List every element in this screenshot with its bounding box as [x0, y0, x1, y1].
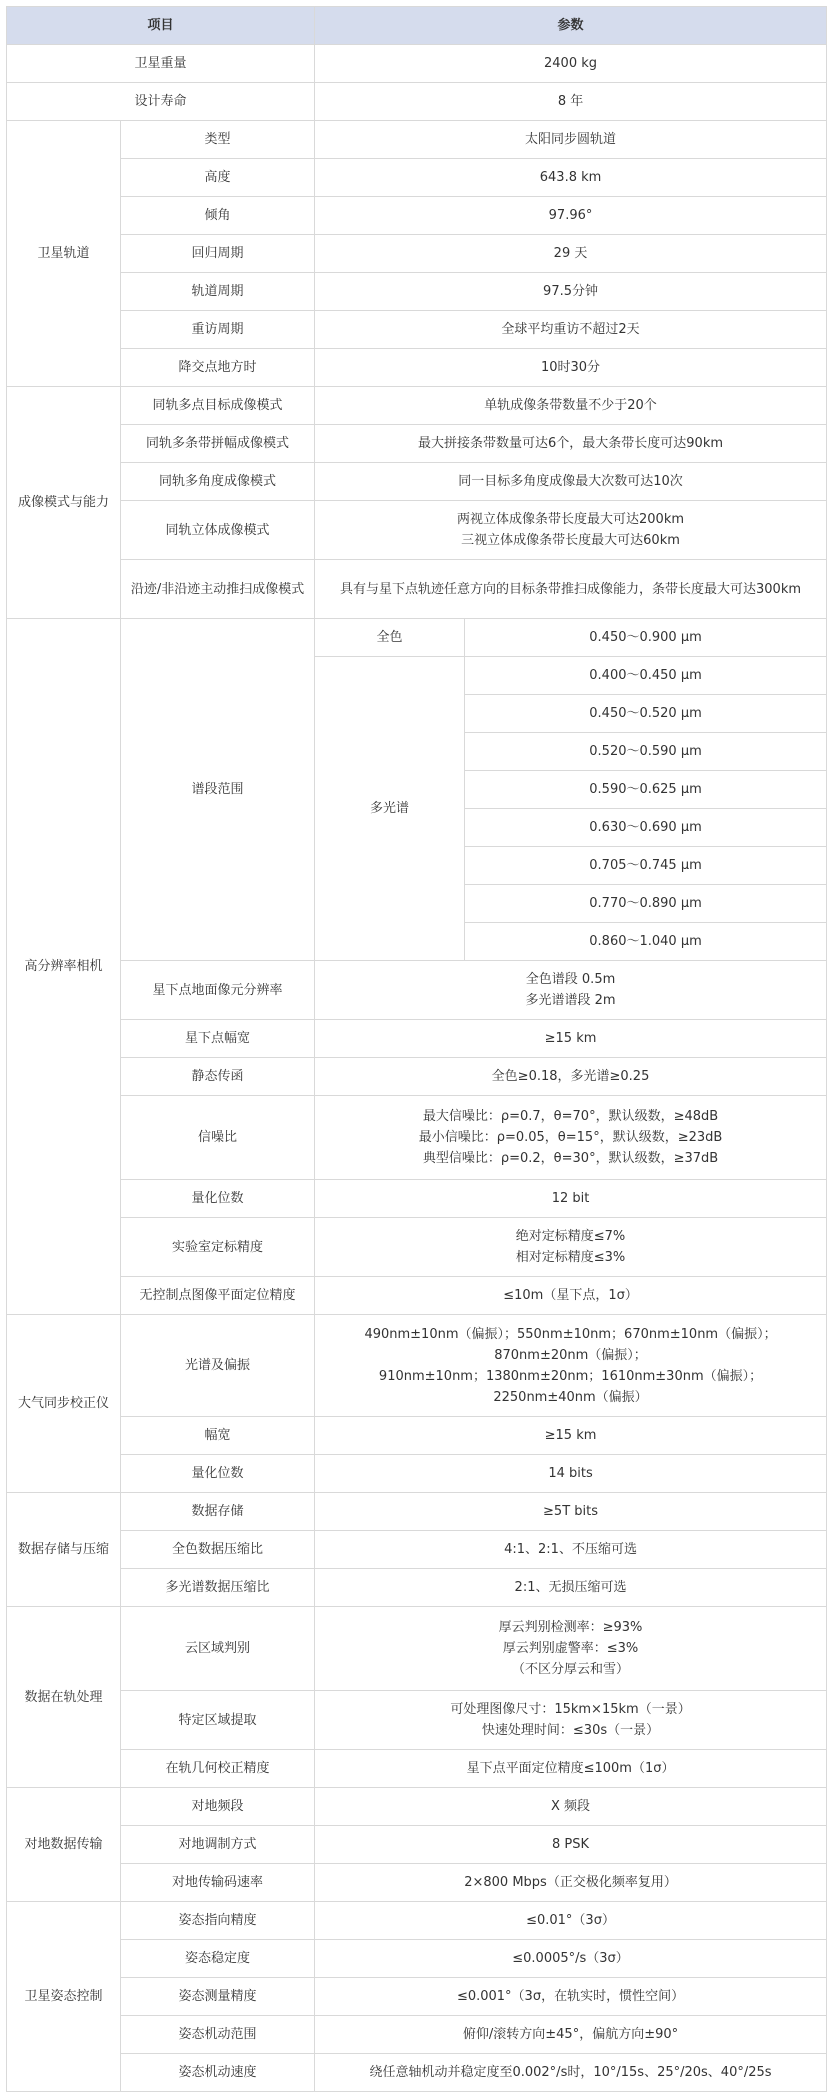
- table-row: [7, 1978, 827, 2016]
- table-row: [7, 1096, 827, 1180]
- row-label: 重访周期: [121, 311, 315, 349]
- group-label-onboard: 数据在轨处理: [7, 1607, 121, 1788]
- row-value: 俯仰/滚转方向±45°，偏航方向±90°: [315, 2016, 827, 2054]
- row-label: 全色数据压缩比: [121, 1531, 315, 1569]
- table-row: [7, 1493, 827, 1531]
- row-label: 卫星重量: [7, 45, 315, 83]
- row-value: 全球平均重访不超过2天: [315, 311, 827, 349]
- value-line: 910nm±10nm；1380nm±20nm；1610nm±30nm（偏振）；: [378, 1368, 763, 1384]
- row-label: 静态传函: [121, 1058, 315, 1096]
- row-value: 8 PSK: [315, 1826, 827, 1864]
- table-row: [7, 1417, 827, 1455]
- row-value: X 频段: [315, 1788, 827, 1826]
- band-value: 0.630～0.690 μm: [465, 809, 827, 847]
- table-row: [7, 1788, 827, 1826]
- row-value: 10时30分: [315, 349, 827, 387]
- table-row: [7, 1569, 827, 1607]
- row-label: 同轨多条带拼幅成像模式: [121, 425, 315, 463]
- row-value: 4:1、2:1、不压缩可选: [315, 1531, 827, 1569]
- row-value: 97.96°: [315, 197, 827, 235]
- value-line: 典型信噪比：ρ=0.2，θ=30°，默认级数，≥37dB: [422, 1151, 719, 1166]
- group-label-attitude: 卫星姿态控制: [7, 1902, 121, 2092]
- value-line: 最大信噪比：ρ=0.7，θ=70°，默认级数，≥48dB: [422, 1109, 719, 1124]
- table-row: [7, 1864, 827, 1902]
- row-label: 光谱及偏振: [121, 1315, 315, 1417]
- row-label: 星下点幅宽: [121, 1020, 315, 1058]
- row-label: 姿态指向精度: [121, 1902, 315, 1940]
- band-value: 0.400～0.450 μm: [465, 657, 827, 695]
- table-row: [7, 387, 827, 425]
- row-value: 星下点平面定位精度≤100m（1σ）: [315, 1750, 827, 1788]
- table-row: [7, 1826, 827, 1864]
- header-item: 项目: [7, 7, 315, 45]
- row-label: 类型: [121, 121, 315, 159]
- table-row: [7, 2054, 827, 2092]
- band-value: 0.860～1.040 μm: [465, 923, 827, 961]
- row-label: 在轨几何校正精度: [121, 1750, 315, 1788]
- table-row: [7, 2016, 827, 2054]
- row-value: 同一目标多角度成像最大次数可达10次: [315, 463, 827, 501]
- row-value: 最大拼接条带数量可达6个，最大条带长度可达90km: [315, 425, 827, 463]
- row-label: 幅宽: [121, 1417, 315, 1455]
- value-line: 最小信噪比：ρ=0.05，θ=15°，默认级数，≥23dB: [418, 1130, 723, 1145]
- row-label: 高度: [121, 159, 315, 197]
- band-value: 0.590～0.625 μm: [465, 771, 827, 809]
- table-row: [7, 463, 827, 501]
- row-value: ≤0.0005°/s（3σ）: [315, 1940, 827, 1978]
- value-line: 快速处理时间：≤30s（一景）: [481, 1723, 660, 1738]
- value-line: 870nm±20nm（偏振）；: [494, 1347, 647, 1363]
- table-row: [7, 1902, 827, 1940]
- value-line: （不区分厚云和雪）: [512, 1662, 630, 1677]
- row-value: 643.8 km: [315, 159, 827, 197]
- row-value: 2:1、无损压缩可选: [315, 1569, 827, 1607]
- row-label: 信噪比: [121, 1096, 315, 1180]
- row-label: 姿态机动范围: [121, 2016, 315, 2054]
- row-value: 单轨成像条带数量不少于20个: [315, 387, 827, 425]
- table-row: [7, 83, 827, 121]
- group-label-downlink: 对地数据传输: [7, 1788, 121, 1902]
- row-label: 姿态测量精度: [121, 1978, 315, 2016]
- row-value: 29 天: [315, 235, 827, 273]
- row-label: 回归周期: [121, 235, 315, 273]
- band-value: 0.450～0.520 μm: [465, 695, 827, 733]
- row-value: 97.5分钟: [315, 273, 827, 311]
- table-row: [7, 1691, 827, 1750]
- value-line: 全色谱段 0.5m: [525, 972, 616, 987]
- table-row: [7, 501, 827, 560]
- row-value: [315, 1096, 827, 1180]
- row-value: [315, 1315, 827, 1417]
- row-label: 云区域判别: [121, 1607, 315, 1691]
- value-line: 绝对定标精度≤7%: [515, 1229, 626, 1244]
- row-label: 降交点地方时: [121, 349, 315, 387]
- value-line: 可处理图像尺寸：15km×15km（一景）: [450, 1702, 691, 1717]
- table-row: [7, 1277, 827, 1315]
- table-row: [7, 197, 827, 235]
- value-line: 两视立体成像条带长度最大可达200km: [457, 512, 685, 527]
- band-value: 0.705～0.745 μm: [465, 847, 827, 885]
- row-label: 同轨多角度成像模式: [121, 463, 315, 501]
- row-label: 数据存储: [121, 1493, 315, 1531]
- row-value: [315, 961, 827, 1020]
- table-row: [7, 159, 827, 197]
- table-row: [7, 45, 827, 83]
- row-label: 对地调制方式: [121, 1826, 315, 1864]
- table-row: [7, 1940, 827, 1978]
- group-label-imaging: 成像模式与能力: [7, 387, 121, 619]
- row-label: 对地频段: [121, 1788, 315, 1826]
- row-label: 多光谱数据压缩比: [121, 1569, 315, 1607]
- row-label: 无控制点图像平面定位精度: [121, 1277, 315, 1315]
- value-line: 厚云判别虚警率：≤3%: [502, 1641, 639, 1656]
- band-value: 0.450～0.900 μm: [465, 619, 827, 657]
- row-label: 沿迹/非沿迹主动推扫成像模式: [121, 560, 315, 619]
- table-row: [7, 1750, 827, 1788]
- row-value: 全色≥0.18，多光谱≥0.25: [315, 1058, 827, 1096]
- row-value: [315, 1218, 827, 1277]
- row-label: 特定区域提取: [121, 1691, 315, 1750]
- header-param: 参数: [315, 7, 827, 45]
- group-label-orbit: 卫星轨道: [7, 121, 121, 387]
- row-label: 对地传输码速率: [121, 1864, 315, 1902]
- band-label-pan: 全色: [315, 619, 465, 657]
- table-row: [7, 1020, 827, 1058]
- row-value: 绕任意轴机动并稳定度至0.002°/s时，10°/15s、25°/20s、40°/25s: [315, 2054, 827, 2092]
- band-label-ms: 多光谱: [315, 657, 465, 961]
- group-label-camera: 高分辨率相机: [7, 619, 121, 1315]
- table-row: [7, 235, 827, 273]
- row-value: ≥15 km: [315, 1417, 827, 1455]
- row-value: ≥5T bits: [315, 1493, 827, 1531]
- table-row: [7, 1058, 827, 1096]
- row-value: [315, 1607, 827, 1691]
- row-label: 姿态稳定度: [121, 1940, 315, 1978]
- row-value: 具有与星下点轨迹任意方向的目标条带推扫成像能力，条带长度最大可达300km: [315, 560, 827, 619]
- row-label: 设计寿命: [7, 83, 315, 121]
- band-value: 0.520～0.590 μm: [465, 733, 827, 771]
- row-label: 谱段范围: [121, 619, 315, 961]
- table-header-row: [7, 7, 827, 45]
- row-value: 2×800 Mbps（正交极化频率复用）: [315, 1864, 827, 1902]
- row-value: 14 bits: [315, 1455, 827, 1493]
- value-line: 2250nm±40nm（偏振）: [493, 1389, 648, 1405]
- value-line: 相对定标精度≤3%: [515, 1250, 626, 1265]
- table-row: [7, 1607, 827, 1691]
- row-label: 同轨多点目标成像模式: [121, 387, 315, 425]
- value-line: 490nm±10nm（偏振）；550nm±10nm；670nm±10nm（偏振）；: [364, 1326, 777, 1342]
- satellite-spec-table: [6, 6, 827, 2092]
- table-row: [7, 1218, 827, 1277]
- row-label: 倾角: [121, 197, 315, 235]
- row-value: 太阳同步圆轨道: [315, 121, 827, 159]
- value-line: 厚云判别检测率：≥93%: [498, 1620, 643, 1635]
- row-value: 2400 kg: [315, 45, 827, 83]
- table-row: [7, 311, 827, 349]
- value-line: 三视立体成像条带长度最大可达60km: [461, 533, 680, 548]
- table-row: [7, 1315, 827, 1417]
- band-value: 0.770～0.890 μm: [465, 885, 827, 923]
- table-row: [7, 961, 827, 1020]
- group-label-atmos: 大气同步校正仪: [7, 1315, 121, 1493]
- table-row: [7, 1180, 827, 1218]
- table-row: [7, 1455, 827, 1493]
- table-row: [7, 121, 827, 159]
- row-label: 姿态机动速度: [121, 2054, 315, 2092]
- row-value: 8 年: [315, 83, 827, 121]
- row-label: 实验室定标精度: [121, 1218, 315, 1277]
- table-row: [7, 273, 827, 311]
- row-value: ≥15 km: [315, 1020, 827, 1058]
- row-label: 量化位数: [121, 1180, 315, 1218]
- row-value: ≤0.01°（3σ）: [315, 1902, 827, 1940]
- table-row: [7, 619, 827, 657]
- row-label: 同轨立体成像模式: [121, 501, 315, 560]
- row-value: ≤10m（星下点，1σ）: [315, 1277, 827, 1315]
- row-label: 量化位数: [121, 1455, 315, 1493]
- row-value: [315, 1691, 827, 1750]
- table-row: [7, 560, 827, 619]
- row-label: 轨道周期: [121, 273, 315, 311]
- row-value: ≤0.001°（3σ，在轨实时，惯性空间）: [315, 1978, 827, 2016]
- row-label: 星下点地面像元分辨率: [121, 961, 315, 1020]
- table-row: [7, 425, 827, 463]
- row-value: [315, 501, 827, 560]
- table-row: [7, 1531, 827, 1569]
- value-line: 多光谱谱段 2m: [525, 993, 616, 1008]
- row-value: 12 bit: [315, 1180, 827, 1218]
- group-label-storage: 数据存储与压缩: [7, 1493, 121, 1607]
- table-row: [7, 349, 827, 387]
